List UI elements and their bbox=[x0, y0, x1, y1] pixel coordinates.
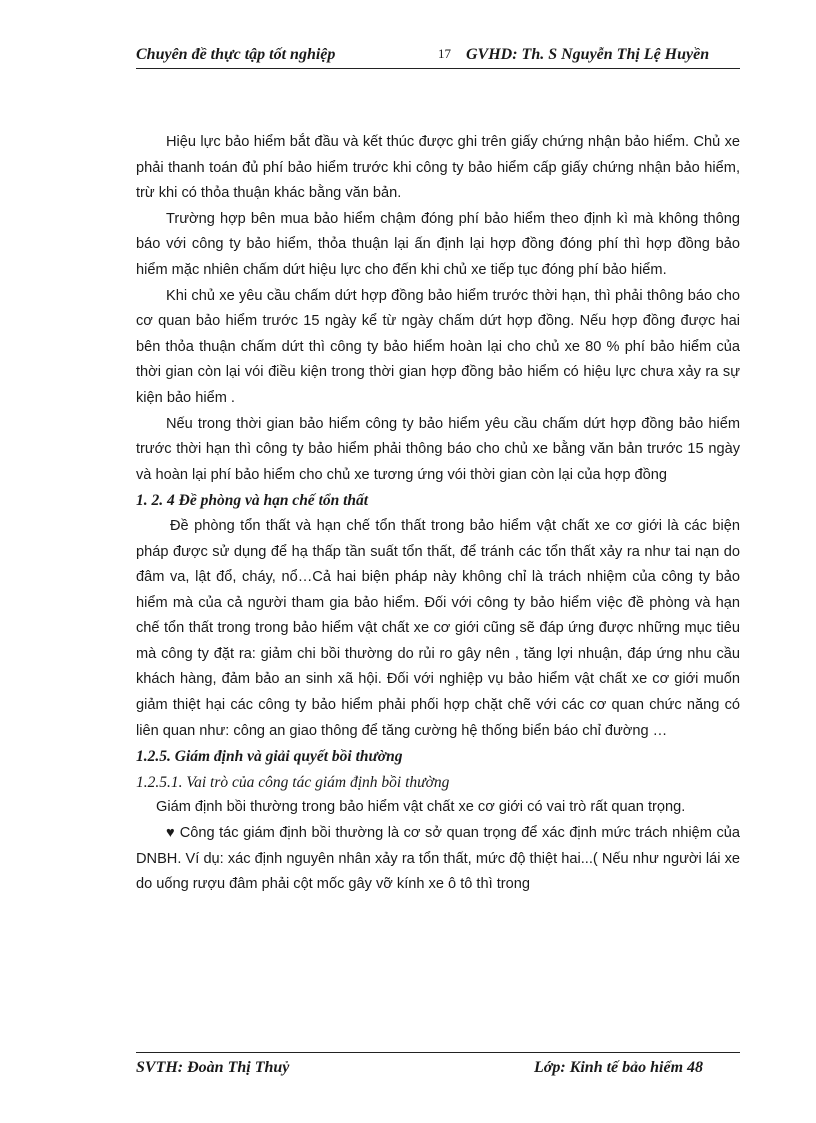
paragraph-assessment-basis: ♥ Công tác giám định bồi thường là cơ sở quan trọng để xác định mức trách nhiệm của DNBH. Ví dụ: xác định nguyên nhân xảy ra tổn thất, mức độ thiệt hai...( Nếu như người lái xe do uống rượu đâm phải cột mốc gây vỡ kính xe ô tô thì trong bbox=[136, 825, 740, 893]
header-supervisor: GVHD: Th. S Nguyễn Thị Lệ Huyền bbox=[466, 46, 710, 63]
paragraph-assessment-role: Giám định bồi thường trong bảo hiểm vật chất xe cơ giới có vai trò rất quan trọng. bbox=[156, 799, 686, 816]
header-document-title: Chuyên đề thực tập tốt nghiệp bbox=[136, 46, 336, 63]
paragraph-loss-prevention: Đề phòng tổn thất và hạn chế tổn thất trong bảo hiểm vật chất xe cơ giới là các biện pháp được sử dụng để hạ thấp tần suất tổn thất, để tránh các tổn thất xảy ra như tai nạn do đâm va, lật đổ, cháy, nổ…Cả hai biện pháp này không chỉ là trách nhiệm của công ty bảo hiểm mà của cả người tham gia bảo hiểm. Đối với công ty bảo hiểm việc đề phòng và hạn chế tổn thất trong trong bảo hiểm vật chất xe cơ giới cũng sẽ đáp ứng được những mục tiêu mà công ty đặt ra: giảm chi bồi thường do rủi ro gây nên , tăng lợi nhuận, đáp ứng nhu cầu khách hàng, đảm bảo an sinh xã hội. Đối với nghiệp vụ bảo hiểm vật chất xe cơ giới muốn giảm thiệt hại các công ty bảo hiểm phải phối hợp chặt chẽ với các cơ quan chức năng có liên quan như: công an giao thông để tăng cường hệ thống biển báo chỉ đường … bbox=[136, 517, 740, 739]
footer-student: SVTH: Đoàn Thị Thuỷ bbox=[136, 1059, 290, 1076]
footer-class: Lớp: Kinh tế bảo hiểm 48 bbox=[534, 1059, 704, 1076]
subsection-heading-1-2-5-1: 1.2.5.1. Vai trò của công tác giám định bồi thường bbox=[136, 773, 450, 791]
section-heading-1-2-4: 1. 2. 4 Đề phòng và hạn chế tổn thất bbox=[136, 492, 369, 510]
section-heading-1-2-5: 1.2.5. Giám định và giải quyết bồi thường bbox=[136, 748, 403, 766]
paragraph-owner-termination: Khi chủ xe yêu cầu chấm dứt hợp đồng bảo hiểm trước thời hạn, thì phải thông báo cho cơ quan bảo hiểm trước 15 ngày kể từ ngày chấm dứt hợp đồng. Nếu hợp đồng được hai bên thỏa thuận chấm dứt thì công ty bảo hiểm hoàn lại cho chủ xe 80 % phí bảo hiểm của thời gian còn lại vói điều kiện trong thời gian hợp đồng bảo hiểm có hiệu lực chưa xảy ra sự kiện bảo hiểm . bbox=[136, 287, 740, 406]
paragraph-late-payment: Trường hợp bên mua bảo hiểm chậm đóng phí bảo hiểm theo định kì mà không thông báo với công ty bảo hiểm, thỏa thuận lại ấn định lại hợp đồng đóng phí thì hợp đồng bảo hiểm mặc nhiên chấm dứt hiệu lực cho đến khi chủ xe tiếp tục đóng phí bảo hiểm. bbox=[136, 210, 740, 278]
page-footer bbox=[136, 1052, 740, 1079]
paragraph-insurance-validity: Hiệu lực bảo hiểm bắt đầu và kết thúc được ghi trên giấy chứng nhận bảo hiểm. Chủ xe phải thanh toán đủ phí bảo hiểm trước khi công ty bảo hiểm cấp giấy chứng nhận bảo hiểm, trừ khi có thỏa thuận khác bằng văn bản. bbox=[136, 134, 740, 202]
paragraph-insurer-termination: Nếu trong thời gian bảo hiểm công ty bảo hiểm yêu cầu chấm dứt hợp đồng bảo hiểm trước thời hạn thì công ty bảo hiểm phải thông báo cho chủ xe bằng văn bản trước 15 ngày và hoàn lại phí bảo hiểm cho chủ xe tương ứng vói thời gian còn lại của hợp đồng bbox=[136, 415, 740, 483]
header-page-number: 17 bbox=[438, 46, 451, 61]
document-body bbox=[136, 130, 740, 898]
page-header bbox=[136, 44, 740, 69]
